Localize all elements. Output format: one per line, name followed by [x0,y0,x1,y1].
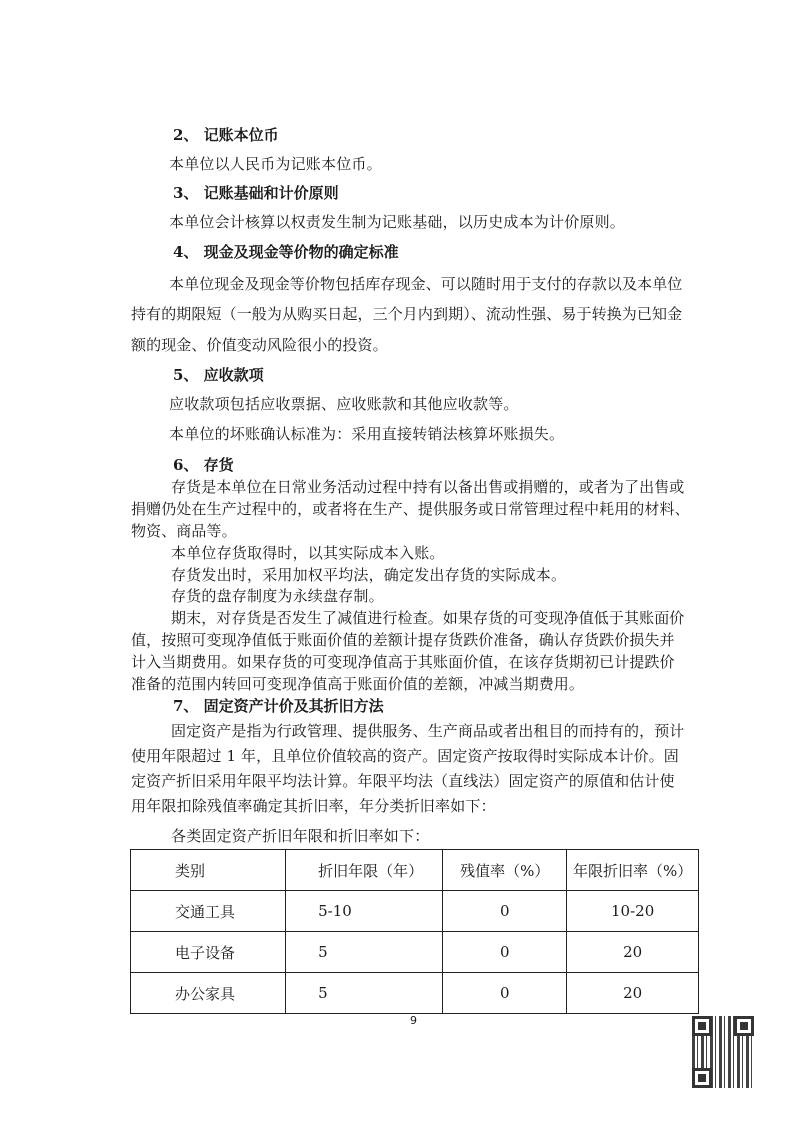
paragraph-line: 物资、商品等。 [131,522,237,540]
section-heading-3: 3、 记账基础和计价原则 [173,184,339,202]
table-header-cell: 折旧年限（年） [286,850,443,891]
paragraph-line: 本单位会计核算以权责发生制为记账基础，以历史成本为计价原则。 [169,213,626,231]
table-header-cell: 类别 [131,850,286,891]
paragraph-line: 本单位现金及现金等价物包括库存现金、可以随时用于支付的存款以及本单位 [169,275,683,293]
table-cell: 20 [567,973,699,1014]
section-heading-7: 7、 固定资产计价及其折旧方法 [173,697,384,715]
paragraph-line: 额的现金、价值变动风险很小的投资。 [131,336,388,354]
paragraph-line: 值，按照可变现净值低于账面价值的差额计提存货跌价准备，确认存货跌价损失并 [131,631,675,649]
table-cell: 20 [567,932,699,973]
table-cell: 10-20 [567,891,699,932]
section-heading-2: 2、 记账本位币 [173,126,279,144]
section-heading-6: 6、 存货 [173,456,234,474]
table-header-cell: 年限折旧率（%） [567,850,699,891]
paragraph-line: 用年限扣除残值率确定其折旧率，年分类折旧率如下： [131,797,496,815]
table-cell: 电子设备 [131,932,286,973]
paragraph-line: 捐赠仍处在生产过程中的，或者将在生产、提供服务或日常管理过程中耗用的材料、 [131,500,690,518]
page-number: 9 [410,1014,417,1027]
table-cell: 5 [286,973,443,1014]
table-cell: 交通工具 [131,891,286,932]
table-cell: 0 [443,973,567,1014]
paragraph-line: 存货的盘存制度为永续盘存制。 [171,587,384,605]
table-row [131,891,699,932]
paragraph-line: 期末，对存货是否发生了减值进行检查。如果存货的可变现净值低于其账面价 [171,609,685,627]
table-header-row [131,850,699,891]
depreciation-table [130,849,699,1014]
paragraph-line: 应收款项包括应收票据、应收账款和其他应收款等。 [169,395,519,413]
paragraph-line: 本单位的坏账确认标准为：采用直接转销法核算坏账损失。 [169,425,565,443]
paragraph-line: 存货发出时，采用加权平均法，确定发出存货的实际成本。 [171,566,567,584]
table-row [131,932,699,973]
paragraph-line: 持有的期限短（一般为从购买日起，三个月内到期）、流动性强、易于转换为已知金 [131,305,683,323]
qr-code-icon [692,1016,754,1088]
paragraph-line: 准备的范围内转回可变现净值高于账面价值的差额，冲减当期费用。 [131,675,585,693]
table-row [131,973,699,1014]
paragraph-line: 计入当期费用。如果存货的可变现净值高于其账面价值，在该存货期初已计提跌价 [131,653,675,671]
table-cell: 5-10 [286,891,443,932]
paragraph-line: 本单位存货取得时，以其实际成本入账。 [171,544,445,562]
table-caption: 各类固定资产折旧年限和折旧率如下： [171,827,430,845]
paragraph-line: 使用年限超过 1 年，且单位价值较高的资产。固定资产按取得时实际成本计价。固 [131,747,679,765]
table-cell: 0 [443,932,567,973]
table-header-cell: 残值率（%） [443,850,567,891]
paragraph-line: 本单位以人民币为记账本位币。 [169,155,382,173]
paragraph-line: 存货是本单位在日常业务活动过程中持有以备出售或捐赠的，或者为了出售或 [171,478,685,496]
paragraph-line: 固定资产是指为行政管理、提供服务、生产商品或者出租目的而持有的，预计 [171,722,685,740]
table-cell: 办公家具 [131,973,286,1014]
table-cell: 0 [443,891,567,932]
paragraph-line: 定资产折旧采用年限平均法计算。年限平均法（直线法）固定资产的原值和估计使 [131,772,675,790]
table-cell: 5 [286,932,443,973]
section-heading-5: 5、 应收款项 [173,366,264,384]
section-heading-4: 4、 现金及现金等价物的确定标准 [173,243,399,261]
